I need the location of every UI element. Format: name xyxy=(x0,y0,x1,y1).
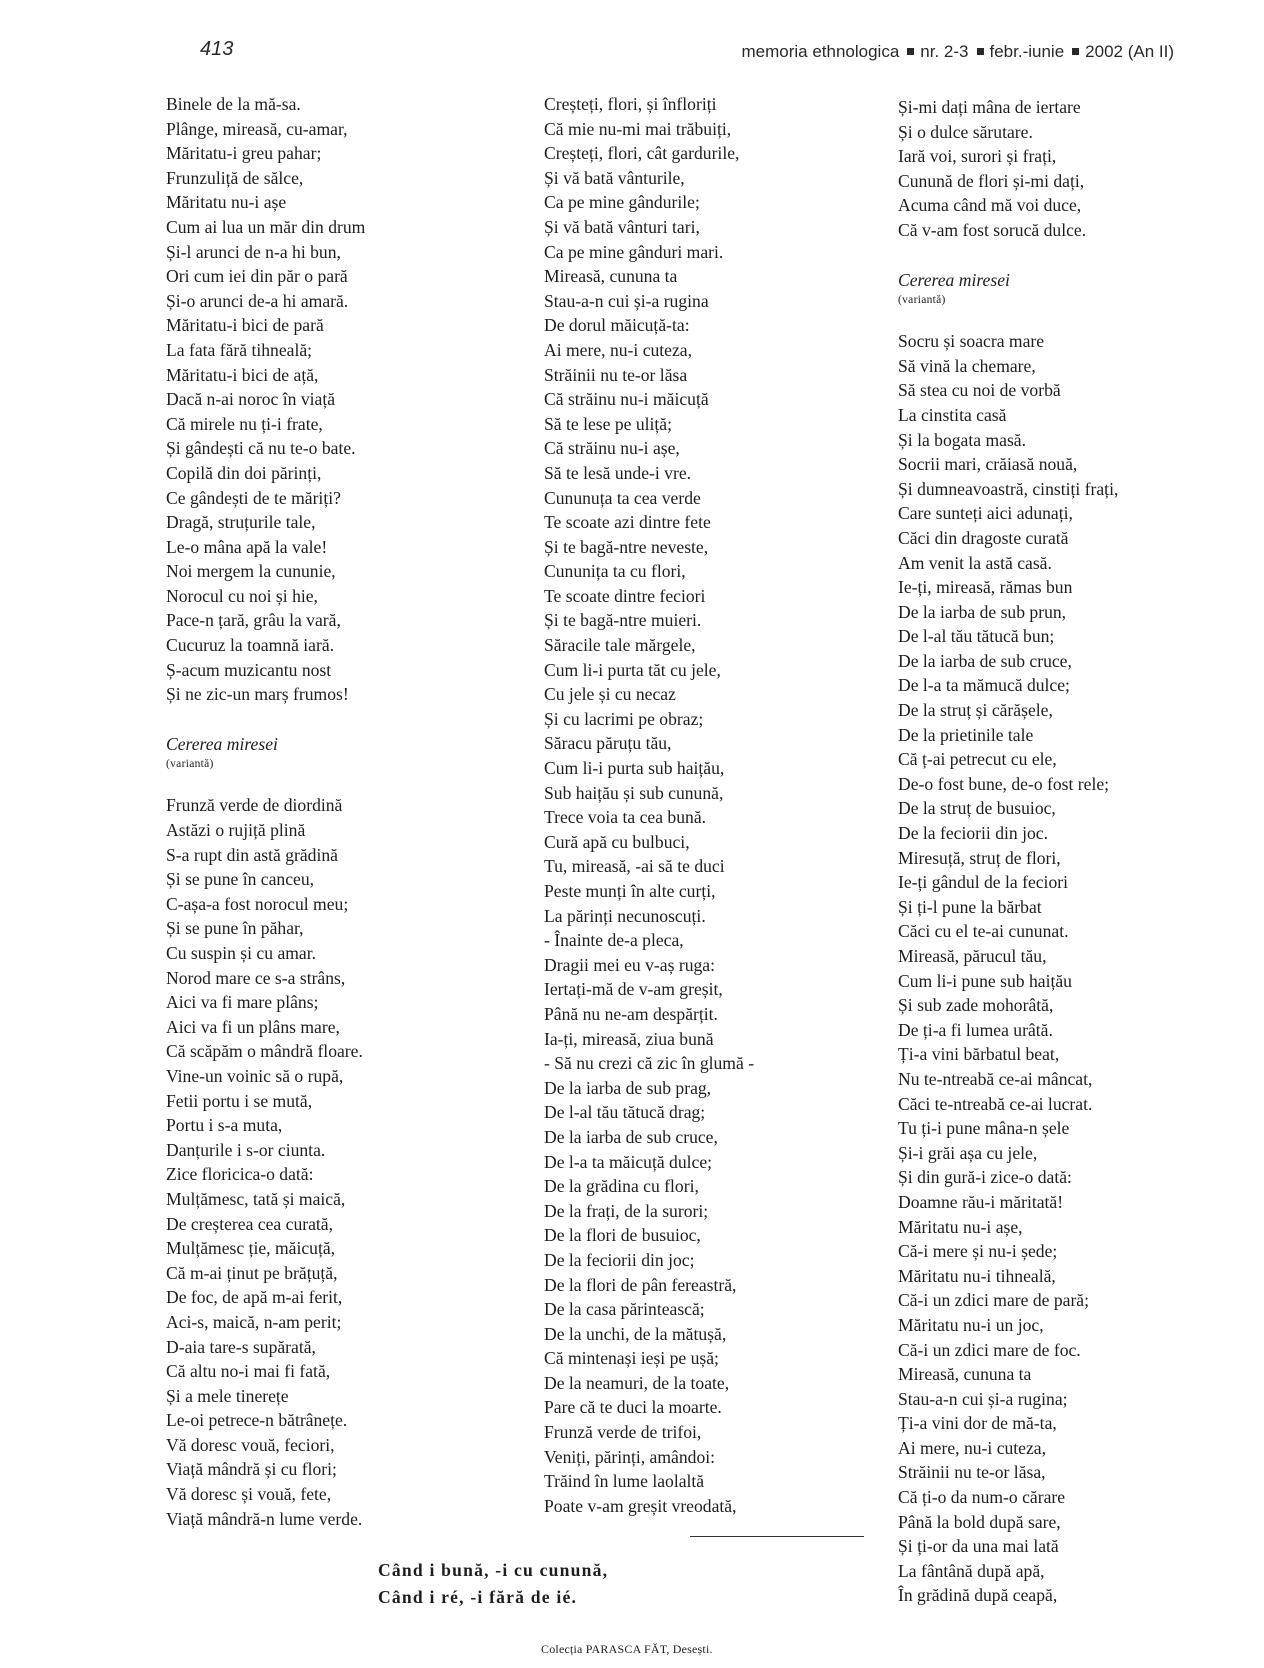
poem-line: Viață mândră și cu flori; xyxy=(166,1459,337,1480)
poem-line: - Înainte de-a pleca, xyxy=(544,930,684,951)
poem-line: Cu jele și cu necaz xyxy=(544,684,676,705)
poem-line: Le-oi petrece-n bătrânețe. xyxy=(166,1410,348,1431)
poem-line: De ți-a fi lumea urâtă. xyxy=(898,1019,1053,1040)
poem-line: Frunzuliță de sălce, xyxy=(166,167,304,188)
journal-info xyxy=(741,42,1174,62)
poem-line: Până nu ne-am despărțit. xyxy=(544,1003,718,1024)
poem-line: Frunză verde de trifoi, xyxy=(544,1422,702,1443)
poem-line: Dragă, struțurile tale, xyxy=(166,512,316,533)
poem-line: Peste munți în alte curți, xyxy=(544,881,716,901)
poem-line: De l-al tău tătucă bun; xyxy=(898,626,1055,647)
poem-line: Mireasă, cununa ta xyxy=(898,1364,1032,1385)
poem-line: Trece voia ta cea bună. xyxy=(544,807,707,828)
section-title: Cererea miresei xyxy=(898,270,1010,291)
poem-stanza xyxy=(166,92,365,707)
poem-stanza xyxy=(898,329,1118,1608)
poem-line: Că-i un zdici mare de foc. xyxy=(898,1339,1081,1360)
poem-line: Și gândești că nu te-o bate. xyxy=(166,438,356,459)
poem-line: Danțurile i s-or ciunta. xyxy=(166,1139,326,1160)
poem-line: Măritatu-i bici de ață, xyxy=(166,364,319,385)
poem-line: Care sunteți aici adunați, xyxy=(898,503,1073,524)
poem-line: La părinți necunoscuți. xyxy=(544,905,706,926)
poem-line: Vine-un voinic să o rupă, xyxy=(166,1065,344,1086)
poem-line: Măritatu-i greu pahar; xyxy=(166,143,322,164)
poem-line: Mulțămesc, tată și maică, xyxy=(166,1188,346,1209)
poem-line: Doamne rău-i măritată! xyxy=(898,1191,1064,1212)
poem-line: Stau-a-n cui și-a rugina; xyxy=(898,1388,1068,1409)
poem-line: De la iarba de sub prag, xyxy=(544,1077,712,1098)
journal-period: febr.-iunie xyxy=(989,42,1065,61)
poem-line: Că ț-ai petrecut cu ele, xyxy=(898,749,1057,770)
poem-line: Și se pune în păhar, xyxy=(166,918,304,939)
poem-line: Că mirele nu ți-i frate, xyxy=(166,413,323,434)
poem-line: Aci-s, maică, n-am perit; xyxy=(166,1311,342,1332)
poem-line: Că mintenași ieși pe ușă; xyxy=(544,1348,719,1369)
poem-line: De la unchi, de la mătușă, xyxy=(544,1323,727,1344)
poem-line: Să stea cu noi de vorbă xyxy=(898,380,1061,401)
poem-line: Să vină la chemare, xyxy=(898,355,1036,376)
column-3 xyxy=(898,95,1118,1608)
poem-line: Și dumneavoastră, cinstiți frați, xyxy=(898,478,1119,499)
poem-line: De la casa părintească; xyxy=(544,1299,705,1320)
poem-line: Și-l arunci de n-a hi bun, xyxy=(166,241,341,262)
poem-line: Binele de la mă-sa. xyxy=(166,94,301,114)
poem-line: De creșterea cea curată, xyxy=(166,1213,334,1234)
poem-line: Că străinu nu-i măicuță xyxy=(544,389,709,410)
poem-line: Frunză verde de diordină xyxy=(166,795,343,816)
poem-line: Le-o mâna apă la vale! xyxy=(166,536,328,557)
collection-credit: Colecția PARASCA FĂT, Desești. xyxy=(541,1642,713,1656)
poem-line: Cu suspin și cu amar. xyxy=(166,943,317,963)
journal-issue: nr. 2-3 xyxy=(920,42,969,61)
poem-line: Și sub zade mohorâtă, xyxy=(898,995,1054,1016)
poem-line: De la feciorii din joc; xyxy=(544,1249,695,1270)
poem-line: Și-o arunci de-a hi amară. xyxy=(166,290,349,311)
poem-line: Și o dulce sărutare. xyxy=(898,121,1033,142)
poem-line: Cum li-i pune sub haițău xyxy=(898,970,1072,991)
poem-line: Și se pune în canceu, xyxy=(166,869,315,890)
poem-line: Că m-ai ținut pe brățuță, xyxy=(166,1262,338,1283)
poem-line: Și te bagă-ntre muieri. xyxy=(544,610,702,631)
poem-line: Ie-ți gândul de la feciori xyxy=(898,872,1068,893)
poem-line: Cum ai lua un măr din drum xyxy=(166,216,366,237)
poem-line: Și ți-l pune la bărbat xyxy=(898,896,1042,917)
poem-line: De la grădina cu flori, xyxy=(544,1176,699,1197)
poem-line: Iară voi, surori și frați, xyxy=(898,146,1057,167)
poem-line: De la iarba de sub prun, xyxy=(898,601,1067,622)
poem-line: Și din gură-i zice-o dată: xyxy=(898,1167,1072,1188)
poem-line: Vă doresc vouă, feciori, xyxy=(166,1434,335,1455)
poem-line: Că-i mere și nu-i șede; xyxy=(898,1241,1058,1262)
poem-line: Poate v-am greșit vreodată, xyxy=(544,1495,737,1516)
poem-line: Ori cum iei din păr o pară xyxy=(166,266,348,287)
poem-line: Măritatu nu-i așe xyxy=(166,192,287,213)
poem-line: Și ne zic-un marș frumos! xyxy=(166,684,349,705)
poem-line: Și cu lacrimi pe obraz; xyxy=(544,708,704,729)
poem-line: Căci cu el te-ai cununat. xyxy=(898,921,1069,942)
poem-line: Ai mere, nu-i cuteza, xyxy=(544,339,693,360)
poem-line: Ia-ți, mireasă, ziua bună xyxy=(544,1028,714,1049)
poem-stanza xyxy=(544,92,754,1518)
poem-line: Măritatu nu-i tihneală, xyxy=(898,1265,1056,1286)
poem-line: De la neamuri, de la toate, xyxy=(544,1372,730,1393)
poem-line: Tu ți-i pune mâna-n șele xyxy=(898,1118,1070,1139)
poem-line: Acuma când mă voi duce, xyxy=(898,195,1082,216)
poem-line: Cunună de flori și-mi dați, xyxy=(898,170,1085,191)
poem-line: De la iarba de sub cruce, xyxy=(898,650,1072,671)
poem-line: Că mie nu-mi mai trăbuiți, xyxy=(544,118,732,139)
poem-line: De la frați, de la surori; xyxy=(544,1200,709,1221)
divider xyxy=(690,1536,864,1537)
poem-line: Că v-am fost sorucă dulce. xyxy=(898,219,1087,240)
poem-line: Ai mere, nu-i cuteza, xyxy=(898,1437,1047,1458)
journal-year: 2002 (An II) xyxy=(1085,42,1174,61)
poem-line: La fântână după apă, xyxy=(898,1560,1045,1581)
poem-line: Că altu no-i mai fi fată, xyxy=(166,1361,331,1382)
poem-line: Ca pe mine gânduri mari. xyxy=(544,241,724,262)
column-2 xyxy=(544,92,754,1518)
closing-line: Când i ré, -i fără de ié. xyxy=(378,1587,578,1607)
square-bullet-icon xyxy=(977,48,984,55)
poem-line: Și te bagă-ntre neveste, xyxy=(544,536,709,557)
poem-line: Creșteți, flori, și înfloriți xyxy=(544,94,717,114)
section-title: Cererea miresei xyxy=(166,734,278,755)
poem-line: Străinii nu te-or lăsa xyxy=(544,364,688,385)
poem-line: Creșteți, flori, cât gardurile, xyxy=(544,143,740,164)
poem-line: Săracile tale mărgele, xyxy=(544,635,696,656)
square-bullet-icon xyxy=(907,48,914,55)
poem-line: De la flori de pân fereastră, xyxy=(544,1274,737,1295)
poem-line: Mulțămesc ție, măicuță, xyxy=(166,1238,336,1259)
poem-line: La cinstita casă xyxy=(898,404,1007,425)
poem-line: Norod mare ce s-a strâns, xyxy=(166,967,346,988)
poem-line: C-așa-a fost norocul meu; xyxy=(166,893,349,914)
poem-line: Până la bold după sare, xyxy=(898,1511,1061,1532)
poem-line: Și ți-or da una mai lată xyxy=(898,1536,1059,1557)
poem-line: Sub haițău și sub cunună, xyxy=(544,782,724,803)
poem-line: Să te lesă unde-i vre. xyxy=(544,462,692,483)
poem-line: Copilă din doi părinți, xyxy=(166,462,322,483)
poem-line: De foc, de apă m-ai ferit, xyxy=(166,1287,343,1308)
poem-line: Norocul cu noi și hie, xyxy=(166,585,318,606)
poem-line: Căci te-ntreabă ce-ai lucrat. xyxy=(898,1093,1093,1114)
poem-line: Dragii mei eu v-aș ruga: xyxy=(544,954,715,975)
poem-line: Cucuruz la toamnă iară. xyxy=(166,635,335,656)
poem-line: Și vă bată vânturi tari, xyxy=(544,216,700,237)
poem-line: Ce gândești de te măriți? xyxy=(166,487,341,508)
poem-line: Aici va fi un plâns mare, xyxy=(166,1016,340,1037)
poem-line: Vă doresc și vouă, fete, xyxy=(166,1484,332,1505)
poem-line: De la iarba de sub cruce, xyxy=(544,1126,718,1147)
poem-line: Măritatu-i bici de pară xyxy=(166,315,324,336)
poem-line: Miresuță, struț de flori, xyxy=(898,847,1061,868)
poem-line: Și-i grăi așa cu jele, xyxy=(898,1142,1038,1163)
poem-line: De l-al tău tătucă drag; xyxy=(544,1102,706,1123)
poem-line: Pace-n țară, grâu la vară, xyxy=(166,610,341,631)
poem-line: Măritatu nu-i un joc, xyxy=(898,1314,1044,1335)
poem-line: D-aia tare-s supărată, xyxy=(166,1336,316,1357)
poem-line: Ca pe mine gândurile; xyxy=(544,192,700,213)
poem-line: Că scăpăm o mândră floare. xyxy=(166,1041,363,1062)
poem-line: Viață mândră-n lume verde. xyxy=(166,1508,363,1529)
poem-line: Nu te-ntreabă ce-ai mâncat, xyxy=(898,1068,1093,1089)
poem-line: Te scoate azi dintre fete xyxy=(544,512,711,533)
poem-line: De la struț de busuioc, xyxy=(898,798,1056,819)
page-header xyxy=(0,38,1264,68)
poem-line: De-o fost bune, de-o fost rele; xyxy=(898,773,1110,794)
poem-line: Plânge, mireasă, cu-amar, xyxy=(166,118,348,139)
poem-line: Cum li-i purta sub haițău, xyxy=(544,758,725,779)
poem-line: Cununuța ta cea verde xyxy=(544,487,701,508)
poem-line: Dacă n-ai noroc în viață xyxy=(166,389,336,410)
poem-line: Ș-acum muzicantu nost xyxy=(166,659,332,680)
column-1 xyxy=(166,92,365,1531)
poem-line: Săracu păruțu tău, xyxy=(544,733,672,754)
poem-line: Socrii mari, crăiasă nouă, xyxy=(898,454,1078,475)
poem-line: De dorul măicuță-ta: xyxy=(544,315,690,336)
poem-line: Iertați-mă de v-am greșit, xyxy=(544,979,723,1000)
poem-line: Și la bogata masă. xyxy=(898,429,1027,450)
poem-line: Căci din dragoste curată xyxy=(898,527,1069,548)
poem-line: Măritatu nu-i așe, xyxy=(898,1216,1023,1237)
poem-line: De la flori de busuioc, xyxy=(544,1225,701,1246)
poem-line: De la feciorii din joc. xyxy=(898,823,1048,844)
poem-line: Și a mele tinerețe xyxy=(166,1385,289,1406)
poem-line: Și vă bată vânturile, xyxy=(544,167,685,188)
poem-line: Veniți, părinți, amândoi: xyxy=(544,1446,716,1467)
poem-line: Stau-a-n cui și-a rugina xyxy=(544,290,709,311)
poem-line: De la struț și cărășele, xyxy=(898,700,1053,721)
poem-line: Aici va fi mare plâns; xyxy=(166,992,319,1013)
poem-line: Astăzi o rujiță plină xyxy=(166,820,306,841)
page-number: 413 xyxy=(200,38,234,60)
journal-title: memoria ethnologica xyxy=(741,42,900,61)
poem-line: Noi mergem la cununie, xyxy=(166,561,336,582)
poem-line: Ți-a vini bărbatul beat, xyxy=(898,1044,1060,1065)
poem-line: De l-a ta mămucă dulce; xyxy=(898,675,1070,696)
poem-line: Că străinu nu-i așe, xyxy=(544,438,680,459)
poem-line: Că-i un zdici mare de pară; xyxy=(898,1290,1089,1311)
poem-line: - Să nu crezi că zic în glumă - xyxy=(544,1053,755,1074)
poem-line: Și-mi dați mâna de iertare xyxy=(898,97,1081,117)
poem-line: Străinii nu te-or lăsa, xyxy=(898,1462,1046,1483)
poem-line: Portu i s-a muta, xyxy=(166,1115,283,1136)
poem-stanza xyxy=(166,793,365,1531)
section-subtitle: (variantă) xyxy=(166,758,214,771)
poem-line: La fata fără tihneală; xyxy=(166,339,313,360)
poem-line: Te scoate dintre feciori xyxy=(544,585,706,606)
poem-line: Fetii portu i se mută, xyxy=(166,1090,313,1111)
poem-line: Cură apă cu bulbuci, xyxy=(544,831,690,852)
poem-line: Să te lese pe uliță; xyxy=(544,413,673,434)
square-bullet-icon xyxy=(1072,48,1079,55)
poem-line: Cum li-i purta tăt cu jele, xyxy=(544,659,721,680)
closing-line: Când i bună, -i cu cunună, xyxy=(378,1560,609,1580)
poem-line: Zice floricica-o dată: xyxy=(166,1164,314,1185)
poem-line: Mireasă, părucul tău, xyxy=(898,946,1047,966)
poem-line: S-a rupt din astă grădină xyxy=(166,844,338,865)
poem-line: În grădină după ceapă, xyxy=(898,1585,1058,1606)
poem-line: Ți-a vini dor de mă-ta, xyxy=(898,1413,1057,1434)
poem-line: Tu, mireasă, -ai să te duci xyxy=(544,856,725,877)
poem-line: Mireasă, cununa ta xyxy=(544,266,678,287)
poem-line: Socru și soacra mare xyxy=(898,331,1045,352)
poem-line: Cununița ta cu flori, xyxy=(544,561,686,582)
poem-line: Pare că te duci la moarte. xyxy=(544,1397,722,1418)
poem-line: De la prietinile tale xyxy=(898,724,1034,745)
poem-line: De l-a ta măicuță dulce; xyxy=(544,1151,713,1172)
poem-line: Am venit la astă casă. xyxy=(898,552,1052,573)
poem-line: Trăind în lume laolaltă xyxy=(544,1471,705,1492)
poem-line: Că ți-o da num-o cărare xyxy=(898,1487,1066,1508)
poem-stanza xyxy=(898,95,1118,243)
section-subtitle: (variantă) xyxy=(898,294,946,307)
poem-line: Ie-ți, mireasă, rămas bun xyxy=(898,577,1073,598)
closing-verse xyxy=(378,1557,608,1611)
